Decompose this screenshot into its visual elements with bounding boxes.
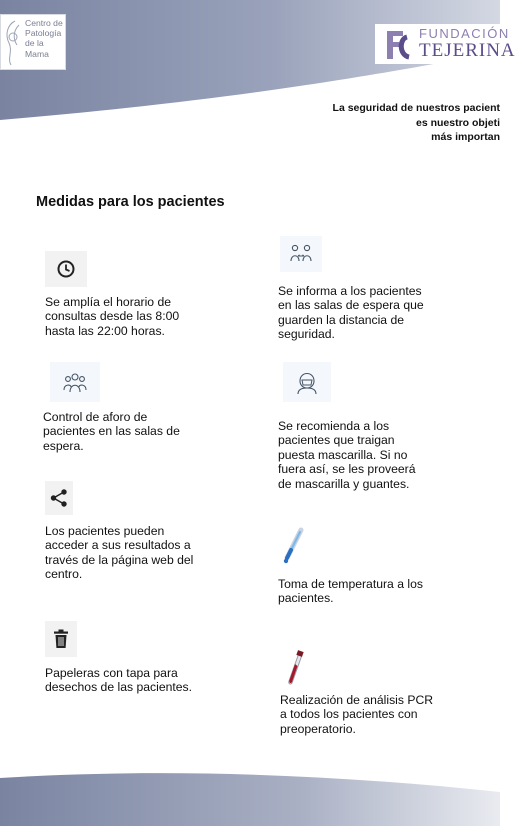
measure-1-text: Se amplía el horario de consultas desde las 8:00 hasta las 22:00 horas. [45, 295, 180, 338]
measure-1-icon-box [45, 251, 87, 287]
measure-3-icon-box [50, 362, 100, 402]
measure-5-text: Los pacientes pueden acceder a sus resultados a través de la página web del centro. [45, 524, 194, 582]
motto-line-3: más importan [431, 131, 500, 143]
left-logo-line-3: de la [25, 38, 44, 49]
centro-patologia-mama-logo [0, 14, 66, 70]
clock-icon [56, 259, 76, 279]
thermometer-icon [282, 528, 304, 568]
test-tube-icon [283, 650, 305, 688]
measure-8-icon-box [282, 650, 306, 688]
ft-monogram-icon [385, 27, 417, 61]
motto-text [200, 101, 500, 145]
logo-word-fundacion: FUNDACIÓN [419, 26, 510, 41]
measure-5-icon-box [45, 481, 73, 515]
mama-emblem-icon [1, 15, 25, 69]
measure-8-text: Realización de análisis PCR a todos los pacientes con preoperatorio. [280, 693, 434, 736]
motto-line-1: La seguridad de nuestros pacient [332, 102, 500, 114]
group-people-icon [62, 370, 88, 394]
footer-wave-band [0, 766, 500, 826]
section-title: Medidas para los pacientes [36, 194, 225, 210]
share-icon [49, 488, 69, 508]
face-mask-person-icon [295, 369, 319, 395]
logo-word-tejerina: TEJERINA [419, 40, 516, 61]
measure-2-icon-box [280, 236, 322, 272]
measure-4-text: Se recomienda a los pacientes que traigan puesta mascarilla. Si no fuera así, se les proveerá de mascarilla y guantes. [278, 419, 416, 491]
measure-6-icon-box [280, 528, 306, 568]
left-logo-line-1: Centro de [25, 18, 63, 28]
measure-7-icon-box [45, 621, 77, 657]
measure-2-text: Se informa a los pacientes en las salas de espera que guarden la distancia de seguridad. [278, 284, 424, 342]
measure-7-text: Papeleras con tapa para desechos de las pacientes. [45, 666, 193, 695]
motto-line-2: es nuestro objeti [415, 116, 500, 129]
left-logo-line-2: Patología [25, 28, 62, 39]
trash-bin-icon [53, 629, 69, 649]
measure-4-icon-box [283, 362, 331, 402]
social-distance-icon [289, 243, 313, 265]
measure-3-text: Control de aforo de pacientes en las salas de espera. [43, 410, 180, 453]
measure-6-text: Toma de temperatura a los pacientes. [278, 577, 423, 606]
fundacion-tejerina-logo [375, 24, 516, 64]
left-logo-line-4: Mama [25, 48, 49, 59]
